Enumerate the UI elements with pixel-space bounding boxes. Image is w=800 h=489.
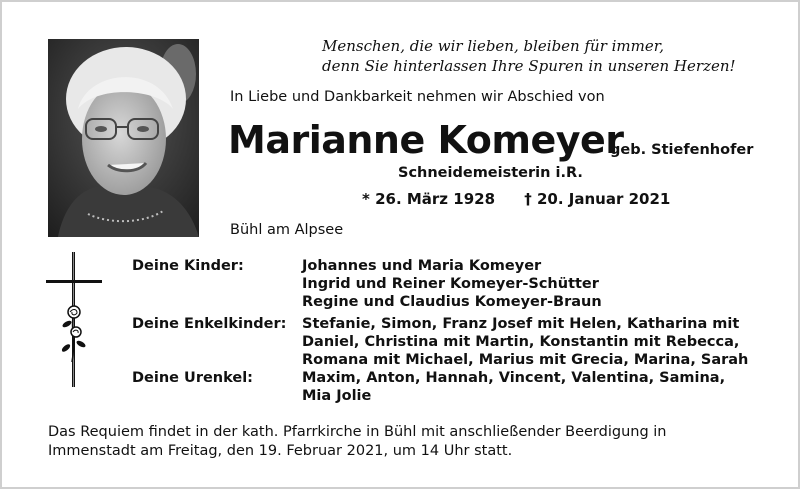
family-label-great-grandchildren: Deine Urenkel:: [132, 370, 253, 386]
family-line: Ingrid und Reiner Komeyer-Schütter: [302, 276, 599, 292]
life-dates: [362, 190, 670, 208]
family-line: Maxim, Anton, Hannah, Vincent, Valentina, Samina,: [302, 370, 726, 386]
family-list-great-grandchildren: [302, 369, 725, 405]
place: Bühl am Alpsee: [230, 222, 344, 238]
funeral-info: [48, 423, 758, 461]
birth-name: geb. Stiefenhofer: [610, 142, 754, 158]
family-label-children: Deine Kinder:: [132, 258, 244, 274]
profession: Schneidemeisterin i.R.: [398, 165, 583, 181]
family-line: Regine und Claudius Komeyer-Braun: [302, 294, 602, 310]
funeral-info-line: Immenstadt am Freitag, den 19. Februar 2021, um 14 Uhr statt.: [48, 443, 513, 459]
funeral-info-line: Das Requiem findet in der kath. Pfarrkirche in Bühl mit anschließender Beerdigung in: [48, 424, 667, 440]
portrait-photo: [48, 39, 199, 237]
deceased-name: Marianne Komeyer: [228, 118, 624, 162]
family-line: Stefanie, Simon, Franz Josef mit Helen, Katharina mit: [302, 316, 740, 332]
family-label-grandchildren: Deine Enkelkinder:: [132, 316, 287, 332]
cross-with-rose-icon: [46, 252, 102, 387]
family-line: Daniel, Christina mit Martin, Konstantin mit Rebecca,: [302, 334, 740, 350]
quote-line: denn Sie hinterlassen Ihre Spuren in unseren Herzen!: [322, 57, 736, 75]
birth-date: * 26. März 1928: [362, 190, 496, 208]
family-list-children: [302, 257, 602, 311]
family-line: Romana mit Michael, Marius mit Grecia, Marina, Sarah: [302, 352, 749, 368]
intro-text: In Liebe und Dankbarkeit nehmen wir Abschied von: [230, 89, 605, 105]
quote-line: Menschen, die wir lieben, bleiben für immer,: [322, 37, 665, 55]
family-list-grandchildren: [302, 315, 748, 369]
family-line: Johannes und Maria Komeyer: [302, 258, 542, 274]
quote: [322, 36, 762, 76]
death-date: † 20. Januar 2021: [524, 190, 671, 208]
family-line: Mia Jolie: [302, 388, 372, 404]
